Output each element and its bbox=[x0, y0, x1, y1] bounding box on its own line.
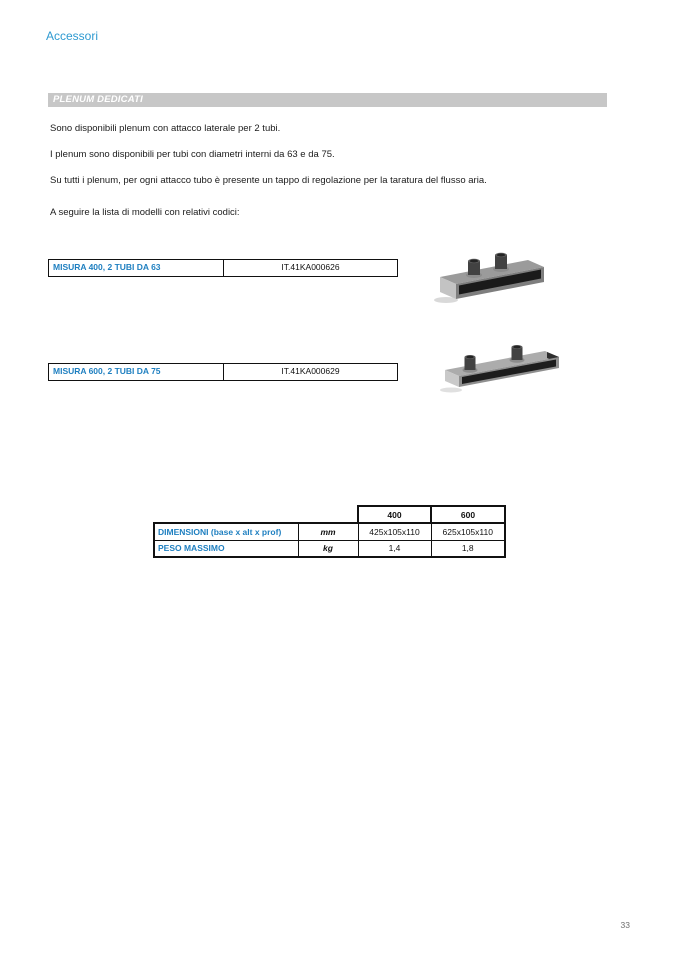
spec-table bbox=[153, 505, 506, 558]
plenum-400-render-image bbox=[430, 240, 550, 310]
model-table-400 bbox=[48, 259, 398, 277]
spec-row-label: DIMENSIONI (base x alt x prof) bbox=[154, 523, 298, 540]
model-code-cell: IT.41KA000626 bbox=[281, 262, 340, 272]
spec-col-header-400: 400 bbox=[358, 506, 431, 523]
model-name-cell: MISURA 400, 2 TUBI DA 63 bbox=[49, 260, 224, 276]
model-code-cell: IT.41KA000629 bbox=[281, 366, 340, 376]
spec-row-dimensions bbox=[154, 523, 505, 540]
spec-value-cell: 1,8 bbox=[431, 540, 505, 557]
section-title-banner: PLENUM DEDICATI bbox=[48, 93, 607, 107]
tube-port bbox=[463, 355, 478, 373]
body-paragraph: Sono disponibili plenum con attacco laterale per 2 tubi. bbox=[50, 123, 281, 134]
spec-unit-cell: kg bbox=[298, 540, 358, 557]
spec-header-row bbox=[154, 506, 505, 523]
spec-value-cell: 425x105x110 bbox=[358, 523, 431, 540]
spec-header-spacer bbox=[154, 506, 358, 523]
spec-unit-cell: mm bbox=[298, 523, 358, 540]
spec-row-label: PESO MASSIMO bbox=[154, 540, 298, 557]
spec-row-weight bbox=[154, 540, 505, 557]
plenum-600-render-image bbox=[437, 330, 565, 396]
body-paragraph: I plenum sono disponibili per tubi con diametri interni da 63 e da 75. bbox=[50, 149, 335, 160]
section-nav-title: Accessori bbox=[46, 29, 99, 43]
tube-port bbox=[493, 253, 509, 272]
page-number: 33 bbox=[620, 920, 630, 930]
spec-value-cell: 625x105x110 bbox=[431, 523, 505, 540]
tube-port bbox=[510, 345, 525, 363]
model-table-600 bbox=[48, 363, 398, 381]
body-paragraph: Su tutti i plenum, per ogni attacco tubo è presente un tappo di regolazione per la taratura del flusso aria. bbox=[50, 175, 487, 186]
tube-port bbox=[466, 259, 482, 278]
body-paragraph: A seguire la lista di modelli con relativi codici: bbox=[50, 207, 240, 218]
model-name-cell: MISURA 600, 2 TUBI DA 75 bbox=[49, 364, 224, 380]
spec-value-cell: 1,4 bbox=[358, 540, 431, 557]
spec-col-header-600: 600 bbox=[431, 506, 505, 523]
